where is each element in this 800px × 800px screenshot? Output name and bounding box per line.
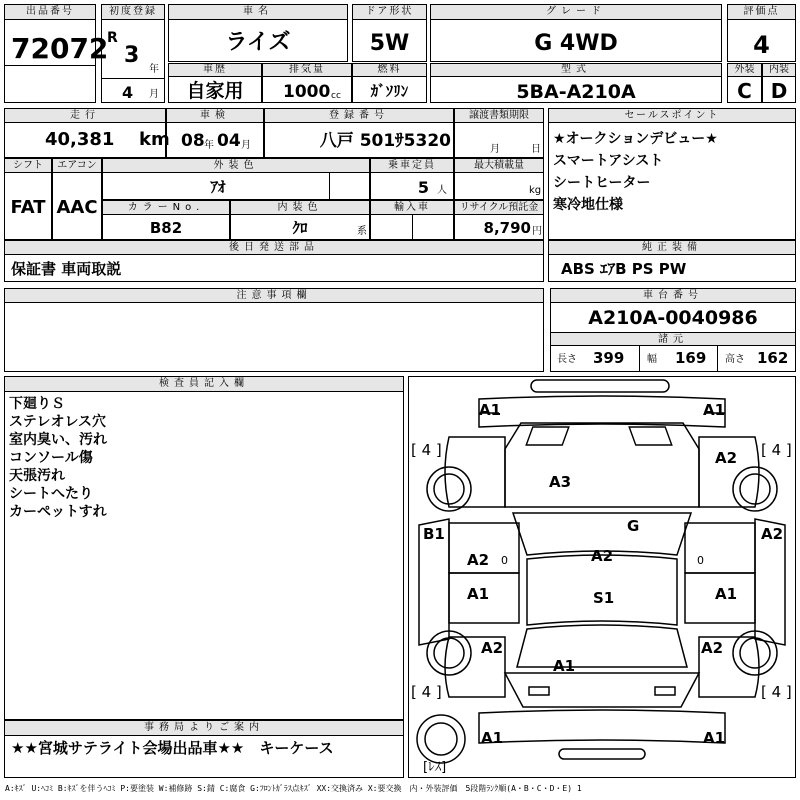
later-parts-label: 後日発送部品 — [5, 241, 543, 255]
damage-diagram — [408, 376, 796, 778]
color-no: B82 — [149, 219, 183, 237]
zero-mark-left: 0 — [501, 554, 508, 567]
mark-a3-hood: A3 — [549, 473, 572, 491]
tire-depth-fr: [ 4 ] — [761, 441, 792, 459]
height: 162 — [757, 349, 789, 367]
displacement: 1000 — [283, 82, 331, 102]
inspector-label: 検査員記入欄 — [5, 377, 403, 392]
inspection-month-unit: 月 — [241, 140, 251, 151]
mark-b1-left: B1 — [423, 525, 445, 543]
tire-depth-rl: [ 4 ] — [411, 683, 442, 701]
ext-color-cell — [102, 158, 370, 200]
tire-depth-fl: [ 4 ] — [411, 441, 442, 459]
displacement-unit: cc — [331, 91, 341, 101]
registration-number: 八戸 501ｻ5320 — [319, 131, 451, 151]
int-grade-label: 内装 — [763, 64, 795, 77]
mark-a1-roof: A1 — [553, 657, 576, 675]
mileage-unit: km — [139, 129, 170, 150]
mark-a2-front-right: A2 — [715, 449, 738, 467]
mark-a1-rear-right-door: A1 — [715, 585, 738, 603]
fuel: ｶﾞｿﾘﾝ — [370, 82, 409, 100]
model-code: 5BA-A210A — [516, 81, 636, 103]
chassis-label: 車台番号 — [551, 289, 795, 303]
wheel-rl — [427, 631, 471, 675]
lot-number-label: 出品番号 — [5, 5, 95, 20]
first-registration-cell — [101, 4, 165, 103]
mark-a1-rear-left-door: A1 — [467, 585, 490, 603]
mark-a2-rear-right: A2 — [701, 639, 724, 657]
transfer-docs-month-unit: 月 — [490, 144, 500, 155]
model-code-cell — [430, 63, 722, 103]
grade-cell — [430, 4, 722, 62]
inspector-note-6: シートへたり — [9, 486, 93, 502]
inspector-note-4: コンソール傷 — [9, 450, 93, 466]
door-label: ドア形状 — [353, 5, 426, 20]
lot-number-cell — [4, 4, 109, 103]
model-code-label: 型式 — [431, 64, 721, 77]
color-no-cell — [102, 200, 230, 240]
import-cell — [370, 200, 454, 240]
score-cell — [727, 4, 796, 62]
mark-a2-center: A2 — [591, 547, 614, 565]
legend: A:ｷｽﾞ U:ﾍｺﾐ B:ｷｽﾞを伴うﾍｺﾐ P:要塗装 W:補修跡 S:錆 C:腐食 G:ﾌﾛﾝﾄｶﾞﾗｽ点ｷｽﾞ XX:交換済み X:要交換 内・外装評価 5段階ﾗﾝｸ順(A・B・C・D・E) 1 — [5, 784, 582, 793]
office-label: 事務局よりご案内 — [5, 721, 403, 736]
sales-points-label: セールスポイント — [549, 109, 795, 123]
score: 4 — [753, 31, 770, 59]
first-registration-label: 初度登録 — [102, 5, 164, 20]
wheel-fl — [427, 467, 471, 511]
mileage-cell — [4, 108, 170, 158]
inspector-cell — [4, 376, 404, 720]
car-name: ライズ — [225, 30, 291, 55]
car-name-label: 車名 — [169, 5, 347, 20]
equipment: ABS ｴｱB PS PW — [561, 260, 687, 278]
shift-cell — [4, 158, 52, 240]
aircon-cell — [52, 158, 102, 240]
mileage: 40,381 — [45, 129, 115, 150]
inspection-year-unit: 年 — [204, 140, 214, 151]
wheel-fr — [733, 467, 777, 511]
aircon: AAC — [56, 197, 98, 218]
mileage-label: 走行 — [5, 109, 165, 123]
int-color-cell — [230, 200, 370, 240]
door-type: 5W — [369, 31, 410, 56]
lot-number: 72072 — [11, 32, 109, 65]
capacity-cell — [370, 158, 454, 200]
sales-point-2: スマートアシスト — [553, 153, 664, 169]
sales-point-3: シートヒーター — [553, 175, 651, 191]
mark-s1-center: S1 — [593, 589, 615, 607]
chassis-number: A210A-0040986 — [588, 307, 758, 329]
int-color-label: 内装色 — [231, 201, 369, 215]
inspector-note-2: ステレオレス穴 — [9, 414, 107, 430]
door-cell — [352, 4, 427, 62]
mark-a1-front-left: A1 — [479, 401, 502, 419]
recycle-cell — [454, 200, 544, 240]
fuel-label: 燃料 — [353, 64, 426, 77]
zero-mark-right: 0 — [697, 554, 704, 567]
length-label: 長さ — [557, 354, 577, 365]
equipment-label: 純正装備 — [549, 241, 795, 255]
first-registration-era: R — [107, 30, 118, 46]
first-registration-year: 3 — [124, 43, 140, 68]
fuel-cell — [352, 63, 427, 103]
int-color-unit: 系 — [357, 226, 367, 237]
car-name-cell — [168, 4, 348, 62]
office-cell — [4, 720, 404, 778]
specs-label: 諸元 — [551, 332, 795, 346]
mark-a1-rear-left: A1 — [481, 729, 504, 747]
transfer-docs-day-unit: 日 — [531, 144, 541, 155]
color-no-label: カラーNo. — [103, 201, 229, 215]
inspector-note-3: 室内臭い、汚れ — [9, 432, 107, 448]
sales-point-4: 寒冷地仕様 — [553, 197, 623, 213]
inspection-label: 車検 — [167, 109, 263, 123]
chassis-cell — [550, 288, 796, 372]
width-label: 幅 — [647, 354, 657, 365]
inspection-month: 04 — [217, 131, 241, 151]
mark-g-windshield: G — [627, 517, 640, 535]
inspection-cell — [166, 108, 264, 158]
later-parts: 保証書 車両取説 — [11, 260, 122, 278]
registration-cell — [264, 108, 454, 158]
ext-grade-label: 外装 — [728, 64, 761, 77]
registration-label: 登録番号 — [265, 109, 453, 123]
mark-a2-rear-left: A2 — [481, 639, 504, 657]
first-registration-year-unit: 年 — [149, 64, 159, 75]
int-color: ｸﾛ — [292, 219, 308, 237]
history-label: 車歴 — [169, 64, 261, 77]
inspection-year: 08 — [181, 131, 205, 151]
notes-label: 注意事項欄 — [5, 289, 543, 303]
car-outline — [409, 377, 795, 777]
shift-label: シフト — [5, 159, 51, 173]
score-label: 評価点 — [728, 5, 795, 20]
max-load-unit: kg — [529, 185, 542, 196]
history-cell — [168, 63, 262, 103]
ext-color-label: 外装色 — [103, 159, 369, 173]
inspector-note-5: 天張汚れ — [9, 468, 65, 484]
first-registration-month-unit: 月 — [149, 89, 159, 100]
ext-color: ｱｵ — [210, 178, 226, 196]
mark-a1-front-right: A1 — [703, 401, 726, 419]
grade-label: グレード — [431, 5, 721, 20]
width: 169 — [675, 349, 707, 367]
history: 自家用 — [186, 80, 244, 102]
ext-grade-cell — [727, 63, 762, 103]
recycle-fee: 8,790 — [483, 219, 531, 237]
first-registration-month: 4 — [122, 83, 134, 102]
recycle-label: リサイクル預託金 — [455, 201, 543, 215]
displacement-cell — [262, 63, 352, 103]
equipment-cell — [548, 240, 796, 282]
capacity: 5 — [417, 178, 429, 197]
sales-points-cell — [548, 108, 796, 240]
ext-grade: C — [737, 79, 752, 103]
transfer-docs-cell — [454, 108, 544, 158]
length: 399 — [593, 349, 625, 367]
mark-a1-rear-right: A1 — [703, 729, 726, 747]
spare-tire — [417, 715, 465, 763]
int-grade-cell — [762, 63, 796, 103]
notes-cell — [4, 288, 544, 372]
capacity-unit: 人 — [437, 185, 447, 196]
wheel-rr — [733, 631, 777, 675]
aircon-label: エアコン — [53, 159, 101, 173]
mark-a2-right: A2 — [761, 525, 784, 543]
office-note: ★★宮城サテライト会場出品車★★ キーケース — [11, 739, 334, 757]
max-load-cell — [454, 158, 544, 200]
mark-a2-front-left-door: A2 — [467, 551, 490, 569]
shift: FAT — [10, 197, 46, 218]
tire-depth-rr: [ 4 ] — [761, 683, 792, 701]
spare-tire-label: [ﾚｽ] — [423, 760, 447, 775]
max-load-label: 最大積載量 — [455, 159, 543, 173]
import-label: 輸入車 — [371, 201, 453, 215]
inspector-note-7: カーペットすれ — [9, 504, 107, 520]
recycle-unit: 円 — [532, 226, 542, 237]
capacity-label: 乗車定員 — [371, 159, 453, 173]
int-grade: D — [770, 79, 788, 103]
inspector-note-1: 下廻りＳ — [9, 396, 65, 412]
grade: G 4WD — [534, 31, 618, 56]
displacement-label: 排気量 — [263, 64, 351, 77]
transfer-docs-label: 譲渡書類期限 — [455, 109, 543, 123]
height-label: 高さ — [725, 354, 745, 365]
sales-point-1: ★オークションデビュー★ — [553, 131, 718, 147]
later-parts-cell — [4, 240, 544, 282]
